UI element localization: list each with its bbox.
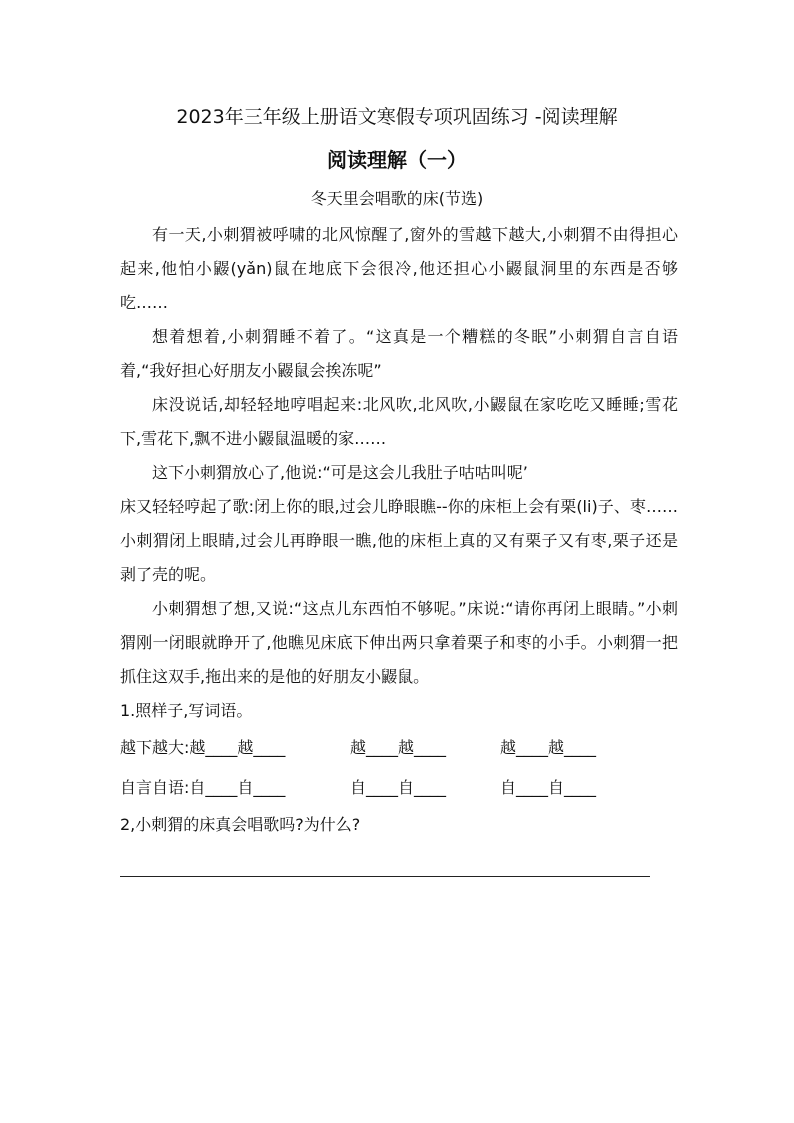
word-exercise-item[interactable]: 自____自____	[350, 778, 447, 797]
paragraph-1: 有一天,小刺猬被呼啸的北风惊醒了,窗外的雪越下越大,小刺猬不由得担心起来,他怕小鼹(yǎn)鼠在地底下会很冷,他还担心小鼹鼠洞里的东西是否够吃……	[120, 225, 678, 312]
paragraph-3: 床没说话,却轻轻地哼唱起来:北风吹,北风吹,小鼹鼠在家吃吃又睡睡;雪花下,雪花下,飘不进小鼹鼠温暖的家……	[120, 395, 678, 448]
word-exercise-row-1	[120, 728, 678, 768]
question-2: 2,小刺猬的床真会唱歌吗?为什么?	[120, 815, 361, 834]
word-exercise-item[interactable]: 自言自语:自____自____	[120, 778, 286, 797]
paragraph-5: 床又轻轻哼起了歌:闭上你的眼,过会儿睁眼瞧--你的床柜上会有栗(li)子、枣……小刺猬闭上眼睛,过会儿再睁眼一瞧,他的床柜上真的又有栗子又有枣,栗子还是剥了壳的呢。	[120, 497, 678, 584]
word-exercise-item[interactable]: 越____越____	[500, 738, 597, 757]
reading-body	[120, 218, 678, 877]
answer-line[interactable]	[120, 856, 650, 877]
paragraph-2: 想着想着,小刺猬睡不着了。“这真是一个糟糕的冬眠”小刺猬自言自语着,“我好担心好朋友小鼹鼠会挨冻呢”	[120, 327, 678, 380]
word-exercise-item[interactable]: 自____自____	[500, 778, 597, 797]
word-exercise-row-2	[120, 768, 678, 808]
question-1: 1.照样子,写词语。	[120, 701, 253, 720]
story-title: 冬天里会唱歌的床(节选)	[310, 189, 484, 208]
paragraph-6: 小刺猬想了想,又说:“这点儿东西怕不够呢。”床说:“请你再闭上眼睛。”小刺猬刚一闭眼就睁开了,他瞧见床底下伸出两只拿着栗子和枣的小手。小刺猬一把抓住这双手,拖出来的是他的好朋友小鼹鼠。	[120, 599, 678, 686]
document-title: 2023年三年级上册语文寒假专项巩固练习 -阅读理解	[176, 106, 618, 128]
section-subtitle: 阅读理解（一）	[327, 148, 467, 172]
word-exercise-item[interactable]: 越下越大:越____越____	[120, 738, 286, 757]
paragraph-4: 这下小刺猬放心了,他说:“可是这会儿我肚子咕咕叫呢’	[152, 463, 528, 482]
word-exercise-item[interactable]: 越____越____	[350, 738, 447, 757]
